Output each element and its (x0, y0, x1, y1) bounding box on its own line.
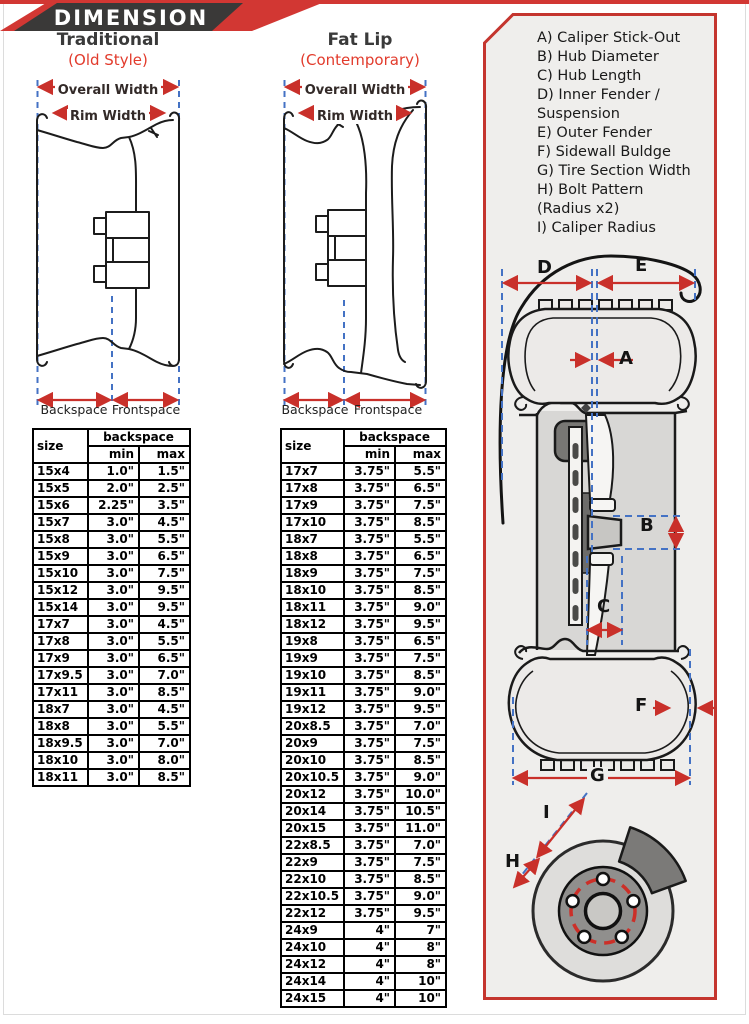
max-cell: 7.5" (395, 565, 446, 582)
table-row (281, 871, 446, 888)
max-cell: 9.0" (395, 769, 446, 786)
max-cell: 7.5" (139, 565, 190, 582)
min-cell: 3.75" (344, 888, 395, 905)
fatlip-wheel-diagram (281, 78, 429, 408)
label-h: H (505, 851, 521, 872)
min-cell: 3.0" (88, 616, 139, 633)
legend-line: A) Caliper Stick-Out (537, 30, 681, 46)
table-row (281, 480, 446, 497)
spoke-face-upper (586, 415, 613, 499)
size-cell: 24x12 (281, 956, 344, 973)
size-cell: 24x9 (281, 922, 344, 939)
table-row (281, 854, 446, 871)
legend-line: I) Caliper Radius (537, 220, 656, 236)
size-cell: 18x9.5 (33, 735, 88, 752)
min-cell: 3.0" (88, 769, 139, 786)
size-cell: 20x14 (281, 803, 344, 820)
label-d: D (537, 257, 552, 278)
size-cell: 15x6 (33, 497, 88, 514)
size-cell: 20x8.5 (281, 718, 344, 735)
max-cell: 8.0" (139, 752, 190, 769)
size-cell: 20x10 (281, 752, 344, 769)
traditional-title: Traditional (56, 30, 160, 50)
table-row (33, 650, 190, 667)
min-cell: 3.75" (344, 905, 395, 922)
size-cell: 15x7 (33, 514, 88, 531)
min-header: min (88, 446, 139, 463)
size-cell: 17x9 (281, 497, 344, 514)
size-cell: 17x7 (33, 616, 88, 633)
traditional-frontspace-label: Frontspace (111, 402, 181, 417)
max-header: max (395, 446, 446, 463)
max-cell: 9.0" (395, 888, 446, 905)
fatlip-title: Fat Lip (327, 30, 393, 50)
max-cell: 8.5" (139, 769, 190, 786)
size-cell: 19x9 (281, 650, 344, 667)
max-cell: 7.5" (395, 735, 446, 752)
legend-line: E) Outer Fender (537, 125, 652, 141)
size-cell: 22x10 (281, 871, 344, 888)
max-cell: 6.5" (395, 633, 446, 650)
traditional-wheel-diagram (33, 78, 183, 408)
min-cell: 3.75" (344, 548, 395, 565)
table-row (281, 990, 446, 1007)
max-cell: 2.5" (139, 480, 190, 497)
hub-cylinder (588, 516, 621, 549)
table-row (281, 973, 446, 990)
size-cell: 22x10.5 (281, 888, 344, 905)
label-a: A (619, 348, 633, 369)
min-cell: 2.25" (88, 497, 139, 514)
min-cell: 3.75" (344, 837, 395, 854)
min-cell: 3.0" (88, 684, 139, 701)
backspace-header: backspace (88, 429, 190, 446)
table-row (33, 565, 190, 582)
size-cell: 18x11 (33, 769, 88, 786)
legend-line: F) Sidewall Buldge (537, 144, 671, 160)
size-cell: 24x10 (281, 939, 344, 956)
top-tire-section (508, 300, 695, 410)
max-cell: 4.5" (139, 514, 190, 531)
table-row (33, 599, 190, 616)
max-cell: 8.5" (395, 514, 446, 531)
table-row (33, 480, 190, 497)
min-cell: 3.75" (344, 854, 395, 871)
center-bore (586, 894, 621, 929)
table-row (33, 633, 190, 650)
min-cell: 3.75" (344, 599, 395, 616)
min-cell: 3.75" (344, 650, 395, 667)
min-cell: 3.0" (88, 718, 139, 735)
traditional-rim-width-label: Rim Width (33, 105, 183, 124)
traditional-backspace-label: Backspace (40, 402, 108, 417)
legend-line: G) Tire Section Width (537, 163, 691, 179)
max-cell: 8" (395, 939, 446, 956)
max-cell: 10.5" (395, 803, 446, 820)
table-row (281, 939, 446, 956)
table-row (33, 752, 190, 769)
min-cell: 3.0" (88, 531, 139, 548)
size-cell: 15x12 (33, 582, 88, 599)
size-cell: 18x10 (33, 752, 88, 769)
max-cell: 4.5" (139, 701, 190, 718)
size-cell: 18x7 (281, 531, 344, 548)
table-row (281, 582, 446, 599)
min-cell: 3.75" (344, 701, 395, 718)
legend-line: Suspension (537, 106, 620, 122)
size-cell: 17x9.5 (33, 667, 88, 684)
size-cell: 18x10 (281, 582, 344, 599)
max-cell: 8.5" (395, 752, 446, 769)
table-row (33, 769, 190, 786)
size-cell: 24x15 (281, 990, 344, 1007)
rim-profile (37, 113, 179, 366)
table-row (281, 650, 446, 667)
size-cell: 19x8 (281, 633, 344, 650)
label-c: C (597, 596, 611, 617)
label-i: I (543, 802, 550, 823)
max-cell: 7.0" (395, 718, 446, 735)
min-cell: 3.75" (344, 820, 395, 837)
max-cell: 7.5" (395, 497, 446, 514)
min-cell: 3.75" (344, 616, 395, 633)
size-cell: 20x15 (281, 820, 344, 837)
max-cell: 10.0" (395, 786, 446, 803)
size-header: size (33, 429, 88, 463)
size-cell: 15x5 (33, 480, 88, 497)
size-cell: 17x11 (33, 684, 88, 701)
traditional-overall-width-label: Overall Width (33, 79, 183, 98)
max-cell: 10" (395, 990, 446, 1007)
min-cell: 3.75" (344, 684, 395, 701)
min-cell: 3.75" (344, 667, 395, 684)
min-cell: 3.75" (344, 871, 395, 888)
label-e: E (635, 255, 648, 276)
legend-line: (Radius x2) (537, 201, 620, 217)
table-row (281, 684, 446, 701)
min-cell: 4" (344, 973, 395, 990)
size-cell: 20x10.5 (281, 769, 344, 786)
max-cell: 6.5" (139, 650, 190, 667)
fatlip-frontspace-label: Frontspace (353, 402, 423, 417)
min-cell: 3.75" (344, 480, 395, 497)
min-cell: 1.0" (88, 463, 139, 480)
size-cell: 17x8 (281, 480, 344, 497)
min-cell: 3.75" (344, 752, 395, 769)
min-cell: 4" (344, 990, 395, 1007)
max-cell: 7.5" (395, 650, 446, 667)
size-cell: 20x9 (281, 735, 344, 752)
min-cell: 3.0" (88, 752, 139, 769)
min-cell: 3.0" (88, 548, 139, 565)
table-row (281, 667, 446, 684)
upper-lug (590, 499, 615, 511)
header-banner (0, 0, 330, 33)
backspace-header: backspace (344, 429, 446, 446)
size-cell: 18x7 (33, 701, 88, 718)
table-row (281, 565, 446, 582)
size-cell: 18x12 (281, 616, 344, 633)
size-cell: 17x7 (281, 463, 344, 480)
min-cell: 3.75" (344, 786, 395, 803)
size-cell: 20x12 (281, 786, 344, 803)
lower-lug (590, 553, 613, 565)
max-cell: 7.5" (395, 854, 446, 871)
min-cell: 3.0" (88, 701, 139, 718)
max-cell: 9.0" (395, 684, 446, 701)
table-row (33, 582, 190, 599)
table-row (281, 752, 446, 769)
size-header: size (281, 429, 344, 463)
max-cell: 8.5" (395, 582, 446, 599)
max-cell: 11.0" (395, 820, 446, 837)
table-row (281, 735, 446, 752)
max-cell: 9.5" (395, 701, 446, 718)
label-b: B (640, 515, 654, 536)
size-cell: 15x9 (33, 548, 88, 565)
size-cell: 15x10 (33, 565, 88, 582)
legend-line: H) Bolt Pattern (537, 182, 644, 198)
size-cell: 22x12 (281, 905, 344, 922)
max-cell: 7.0" (395, 837, 446, 854)
table-row (281, 956, 446, 973)
min-cell: 3.0" (88, 633, 139, 650)
legend-line: D) Inner Fender / (537, 87, 660, 103)
size-cell: 18x8 (33, 718, 88, 735)
traditional-backspace-table (32, 428, 191, 787)
max-cell: 9.5" (395, 616, 446, 633)
table-row (281, 769, 446, 786)
size-cell: 19x11 (281, 684, 344, 701)
max-cell: 9.0" (395, 599, 446, 616)
max-cell: 8" (395, 956, 446, 973)
min-cell: 4" (344, 922, 395, 939)
table-row (281, 616, 446, 633)
fatlip-overall-width-label: Overall Width (281, 79, 429, 98)
max-cell: 7.0" (139, 667, 190, 684)
table-row (281, 837, 446, 854)
size-cell: 18x9 (281, 565, 344, 582)
max-cell: 4.5" (139, 616, 190, 633)
min-cell: 3.75" (344, 803, 395, 820)
table-row (281, 514, 446, 531)
table-row (281, 888, 446, 905)
table-row (33, 497, 190, 514)
max-cell: 5.5" (139, 633, 190, 650)
min-header: min (344, 446, 395, 463)
fatlip-backspace-table (280, 428, 447, 1008)
table-row (33, 616, 190, 633)
table-row (281, 497, 446, 514)
table-row (281, 531, 446, 548)
min-cell: 3.0" (88, 599, 139, 616)
max-cell: 8.5" (139, 684, 190, 701)
traditional-subtitle: (Old Style) (68, 51, 148, 69)
min-cell: 3.75" (344, 633, 395, 650)
min-cell: 3.0" (88, 582, 139, 599)
max-cell: 10" (395, 973, 446, 990)
size-cell: 19x12 (281, 701, 344, 718)
table-row (281, 922, 446, 939)
dimension-legend (537, 29, 709, 238)
table-row (33, 548, 190, 565)
min-cell: 4" (344, 956, 395, 973)
min-cell: 4" (344, 939, 395, 956)
min-cell: 3.0" (88, 514, 139, 531)
max-cell: 6.5" (395, 480, 446, 497)
max-cell: 5.5" (395, 463, 446, 480)
size-cell: 18x8 (281, 548, 344, 565)
max-cell: 5.5" (139, 718, 190, 735)
table-row (33, 718, 190, 735)
min-cell: 3.75" (344, 769, 395, 786)
max-cell: 8.5" (395, 871, 446, 888)
table-row (281, 633, 446, 650)
label-f: F (635, 695, 648, 716)
table-row (33, 701, 190, 718)
max-cell: 1.5" (139, 463, 190, 480)
min-cell: 3.75" (344, 497, 395, 514)
size-cell: 15x14 (33, 599, 88, 616)
min-cell: 3.75" (344, 463, 395, 480)
table-row (281, 463, 446, 480)
fatlip-backspace-label: Backspace (281, 402, 349, 417)
table-row (281, 718, 446, 735)
min-cell: 3.75" (344, 735, 395, 752)
min-cell: 3.75" (344, 531, 395, 548)
table-row (281, 803, 446, 820)
min-cell: 3.0" (88, 650, 139, 667)
size-cell: 17x8 (33, 633, 88, 650)
size-cell: 17x10 (281, 514, 344, 531)
min-cell: 3.75" (344, 565, 395, 582)
max-cell: 7" (395, 922, 446, 939)
table-row (33, 667, 190, 684)
legend-line: B) Hub Diameter (537, 49, 659, 65)
table-row (281, 905, 446, 922)
table-row (33, 684, 190, 701)
min-cell: 3.75" (344, 514, 395, 531)
table-row (281, 599, 446, 616)
table-row (33, 463, 190, 480)
fitment-diagram-panel (483, 13, 717, 1000)
fatlip-subtitle: (Contemporary) (300, 51, 420, 69)
max-cell: 9.5" (395, 905, 446, 922)
size-cell: 18x11 (281, 599, 344, 616)
rim-profile (284, 101, 426, 388)
size-cell: 22x8.5 (281, 837, 344, 854)
label-g: G (587, 767, 608, 785)
table-row (281, 701, 446, 718)
fatlip-rim-width-label: Rim Width (281, 105, 429, 124)
min-cell: 3.75" (344, 582, 395, 599)
table-row (33, 735, 190, 752)
max-cell: 8.5" (395, 667, 446, 684)
size-cell: 15x4 (33, 463, 88, 480)
size-cell: 15x8 (33, 531, 88, 548)
table-row (281, 786, 446, 803)
max-cell: 3.5" (139, 497, 190, 514)
max-cell: 6.5" (395, 548, 446, 565)
table-row (281, 548, 446, 565)
min-cell: 3.0" (88, 667, 139, 684)
table-row (281, 820, 446, 837)
table-row (33, 531, 190, 548)
max-cell: 6.5" (139, 548, 190, 565)
max-cell: 5.5" (395, 531, 446, 548)
size-cell: 19x10 (281, 667, 344, 684)
min-cell: 3.0" (88, 565, 139, 582)
max-cell: 9.5" (139, 599, 190, 616)
max-cell: 9.5" (139, 582, 190, 599)
min-cell: 2.0" (88, 480, 139, 497)
page-title: DIMENSION (53, 6, 209, 30)
size-cell: 24x14 (281, 973, 344, 990)
min-cell: 3.75" (344, 718, 395, 735)
table-row (33, 514, 190, 531)
size-cell: 17x9 (33, 650, 88, 667)
max-header: max (139, 446, 190, 463)
min-cell: 3.0" (88, 735, 139, 752)
max-cell: 5.5" (139, 531, 190, 548)
size-cell: 22x9 (281, 854, 344, 871)
max-cell: 7.0" (139, 735, 190, 752)
legend-line: C) Hub Length (537, 68, 642, 84)
